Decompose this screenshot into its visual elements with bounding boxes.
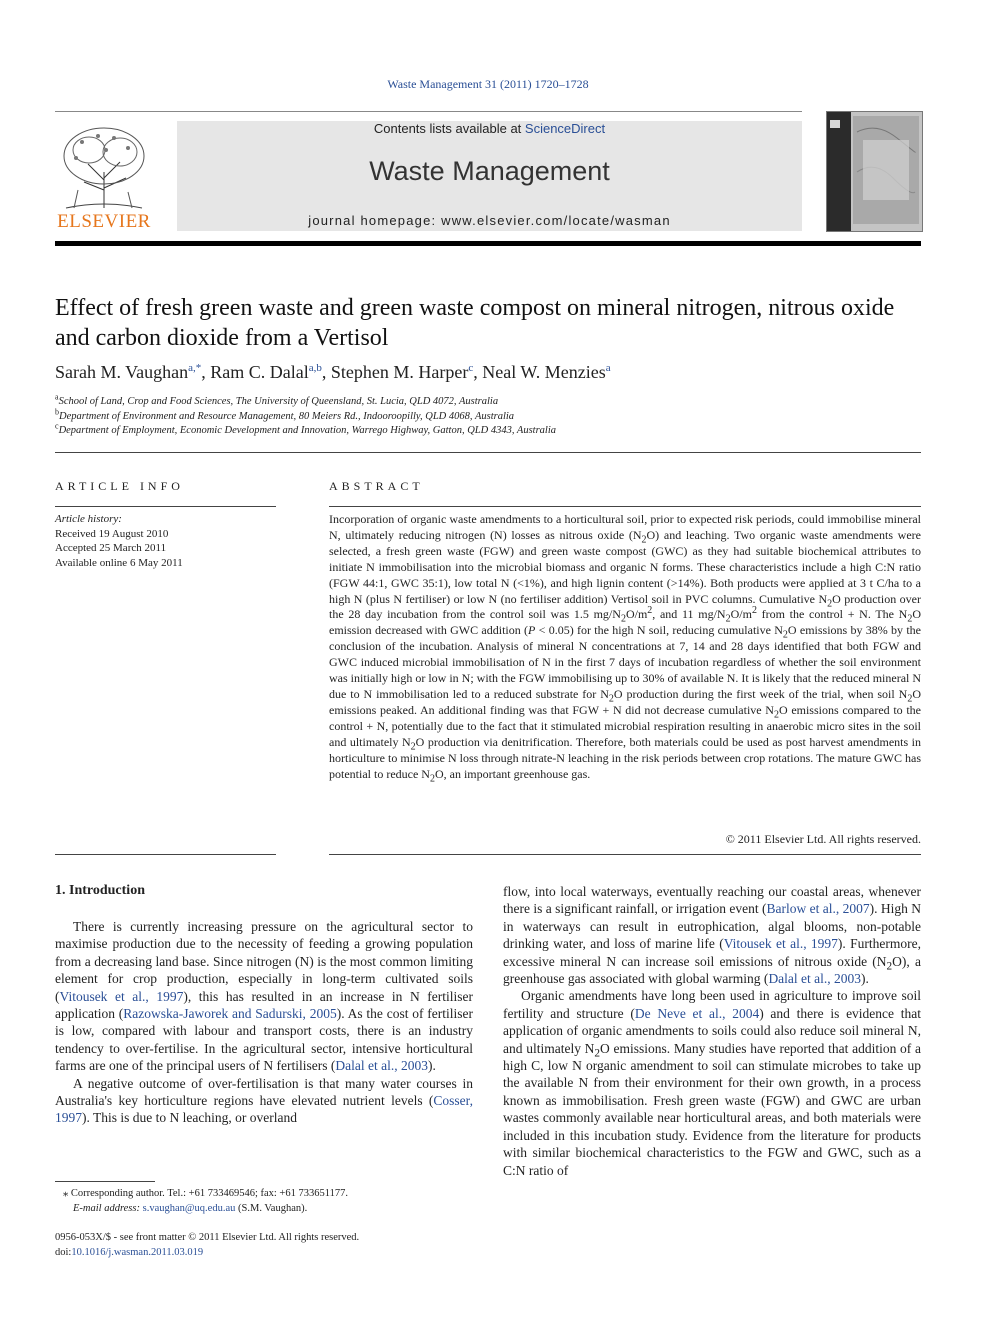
abstract-rule	[329, 506, 921, 507]
issn-line: 0956-053X/$ - see front matter © 2011 Elsevier Ltd. All rights reserved.	[55, 1232, 360, 1243]
citation-link[interactable]: Cosser, 1997	[55, 1093, 473, 1126]
affiliation: $^a$School of Land, Crop and Food Sciences, The University of Queensland, St. Lucia, QLD 4072, Australia	[55, 392, 499, 407]
info-bottom-rule	[55, 854, 276, 855]
author-affil-sup[interactable]: a	[605, 362, 611, 374]
doi-link[interactable]: 10.1016/j.wasman.2011.03.019	[71, 1246, 204, 1258]
citation-link[interactable]: Dalal et al., 2003	[768, 971, 862, 987]
header-thick-rule	[55, 241, 921, 246]
article-info-heading: ARTICLE INFO	[55, 479, 184, 493]
author-affil-sup[interactable]: c	[468, 362, 474, 374]
accepted-date: Accepted 25 March 2011	[55, 542, 167, 554]
article-history	[55, 512, 183, 570]
abstract-text: Incorporation of organic waste amendments to a horticultural soil, prior to expected risk periods, could immobilise mineral N, ultimately reducing nitrogen (N) losses as nitrous oxide $(N_2O)$ and leaching. Two organic waste amendments were selected, a fresh green waste (FGW) and green waste compost (GWC) as they had suitable biochemical attributes to initiate N immobilisation into the microbial biomass and organic N forms. These characteristics include a high C:N ratio (FGW 44:1, GWC 35:1), low total N (<1%), and high lignin content (>14%). Both products were applied at 3 t C/ha to a high N (plus N fertiliser) or low N (no fertiliser addition) Vertisol soil in PVC columns. Cumulative $N_2O$ production over the 28 day incubation from the control soil was 1.5 $mg/N_2O/m^2$, and 11 $mg/N_2O/m^2$ from the control + N. The $N_2O$ emission decreased with GWC addition (P < 0.05) for the high N soil, reducing cumulative $N_2O$ emissions by 38% by the conclusion of the incubation. Analysis of mineral N concentrations at 7, 14 and 28 days identified that both FGW and GWC induced microbial immobilisation of N in the first 7 days of incubation regardless of whether the soil environment was initially high or low in N; with the FGW immobilising up to 30% of available N. It is likely that the reduced mineral N due to N immobilisation led to a reduced substrate for $N_2O$ production during the first week of the trial, when soil $N_2O$ emissions peaked. An additional finding was that FGW + N did not decrease cumulative $N_2O$ emissions compared to the control + N, potentially due to the fact that it stimulated microbial respiration resulting in anaerobic micro sites in the soil and ultimately $N_2O$ production via denitrification. Therefore, both materials could be used as post harvest amendments in horticulture to minimise N loss through nitrate-N leaching in the risk periods between crop rotations. The mature GWC has potential to reduce $N_2O$, an important greenhouse gas.	[329, 512, 922, 784]
journal-name: Waste Management	[369, 156, 610, 186]
header-rule	[55, 111, 802, 112]
footnote-rule	[55, 1181, 155, 1182]
author-list: Sarah M. Vaughan$^{a,*}$, Ram C. Dalal$^{a,b}$, Stephen M. Harper$^c$, Neal W. Menzies$^a$	[55, 362, 611, 382]
elsevier-wordmark: ELSEVIER	[57, 211, 151, 232]
doi-line: doi:10.1016/j.wasman.2011.03.019	[55, 1246, 204, 1258]
citation-link[interactable]: Dalal et al., 2003	[335, 1058, 429, 1074]
citation-link[interactable]: De Neve et al., 2004	[634, 1005, 760, 1021]
abstract-bottom-rule	[329, 854, 921, 855]
body-column-left	[55, 918, 473, 1127]
contents-line: Contents lists available at ScienceDirect	[373, 121, 606, 136]
body-paragraph: flow, into local waterways, eventually reaching our coastal areas, whenever there is a significant rainfall, or irrigation event (Barlow et al., 2007). High N in waterways can result in eutrophication, algal blooms, non-potable drinking water, and loss of marine life (Vitousek et al., 1997). Furthermore, excessive mineral N can increase soil emissions of nitrous oxide $(N_2O)$, a greenhouse gas associated with global warming (Dalal et al., 2003).	[503, 884, 922, 987]
body-paragraph: A negative outcome of over-fertilisation is that many water courses in Australia's key horticulture regions have elevated nutrient levels (Cosser, 1997). This is due to N leaching, or overland	[55, 1075, 473, 1126]
sciencedirect-link[interactable]: ScienceDirect	[524, 121, 606, 136]
article-meta-footer	[55, 1231, 473, 1260]
body-paragraph: There is currently increasing pressure on the agricultural sector to maximise production due to the necessity of feeding a growing population from a decreasing land base. Since nitrogen (N) is the most common limiting element for crop production, especially in long-term cultivated soils (Vitousek et al., 1997), this has resulted in an increase in N fertiliser application (Razowska-Jaworek and Sadurski, 2005). As the cost of fertiliser is low, compared with labour and transport costs, there is an industry tendency to over-fertilise. In the agricultural sector, intensive horticultural farms are one of the principal users of N fertilisers (Dalal et al., 2003).	[55, 919, 474, 1074]
citation-link[interactable]: Vitousek et al., 1997	[59, 988, 184, 1004]
journal-homepage[interactable]: journal homepage: www.elsevier.com/locate/wasman	[308, 213, 671, 228]
author-name: Neal W. Menzies	[482, 362, 606, 382]
citation-link[interactable]: Barlow et al., 2007	[766, 901, 870, 917]
info-rule	[55, 506, 276, 507]
author-affil-sup[interactable]: a,b	[308, 362, 322, 374]
history-label: Article history:	[55, 513, 122, 525]
online-date: Available online 6 May 2011	[55, 556, 183, 569]
received-date: Received 19 August 2010	[55, 527, 169, 540]
journal-cover-image-icon	[826, 111, 923, 232]
author-name: Stephen M. Harper	[330, 362, 469, 382]
section-heading-introduction: 1. Introduction	[55, 883, 145, 898]
citation-link[interactable]: Razowska-Jaworek and Sadurski, 2005	[123, 1006, 337, 1022]
affiliation: $^c$Department of Employment, Economic Development and Innovation, Warrego Highway, Gatton, QLD 4343, Australia	[55, 421, 556, 436]
copyright-notice: © 2011 Elsevier Ltd. All rights reserved.	[725, 832, 921, 846]
journal-citation[interactable]: Waste Management 31 (2011) 1720–1728	[387, 77, 589, 91]
affiliation-rule	[55, 452, 921, 453]
footnote	[55, 1186, 473, 1216]
email-link[interactable]: s.vaughan@uq.edu.au	[142, 1203, 236, 1214]
body-column-right	[503, 883, 921, 1179]
abstract-heading: ABSTRACT	[329, 479, 424, 493]
body-paragraph: Organic amendments have long been used in agriculture to improve soil fertility and structure (De Neve et al., 2004) and there is evidence that application of organic amendments to soils could also reduce soil mineral N, and ultimately $N_2O$ emissions. Many studies have reported that addition of a high C, low N organic amendment to soil can stimulate microbes to take up the available N from their environment for their own growth, in a process known as immobilisation. Fresh green waste (FGW) and GWC are urban wastes commonly available near horticultural areas, and both materials were included in this incubation study. Evidence from the literature for products with similar biochemical characteristics to the FGW and GWC, such as a C:N ratio of	[503, 988, 921, 1178]
author-name: Sarah M. Vaughan	[55, 362, 189, 382]
author-name: Ram C. Dalal	[210, 362, 309, 382]
corresponding-author-note: ⁎ Corresponding author. Tel.: +61 733469546; fax: +61 733651177.	[63, 1188, 348, 1199]
email-line: E-mail address: s.vaughan@uq.edu.au (S.M. Vaughan).	[73, 1203, 308, 1214]
author-affil-sup[interactable]: a,*	[188, 362, 202, 374]
article-title: Effect of fresh green waste and green waste compost on mineral nitrogen, nitrous oxide and carbon dioxide from a Vertisol	[55, 295, 895, 351]
citation-link[interactable]: Vitousek et al., 1997	[723, 936, 838, 952]
affiliation: $^b$Department of Environment and Resource Management, 80 Meiers Rd., Indooroopilly, QLD 4068, Australia	[55, 407, 515, 422]
affiliation-list	[55, 392, 921, 439]
